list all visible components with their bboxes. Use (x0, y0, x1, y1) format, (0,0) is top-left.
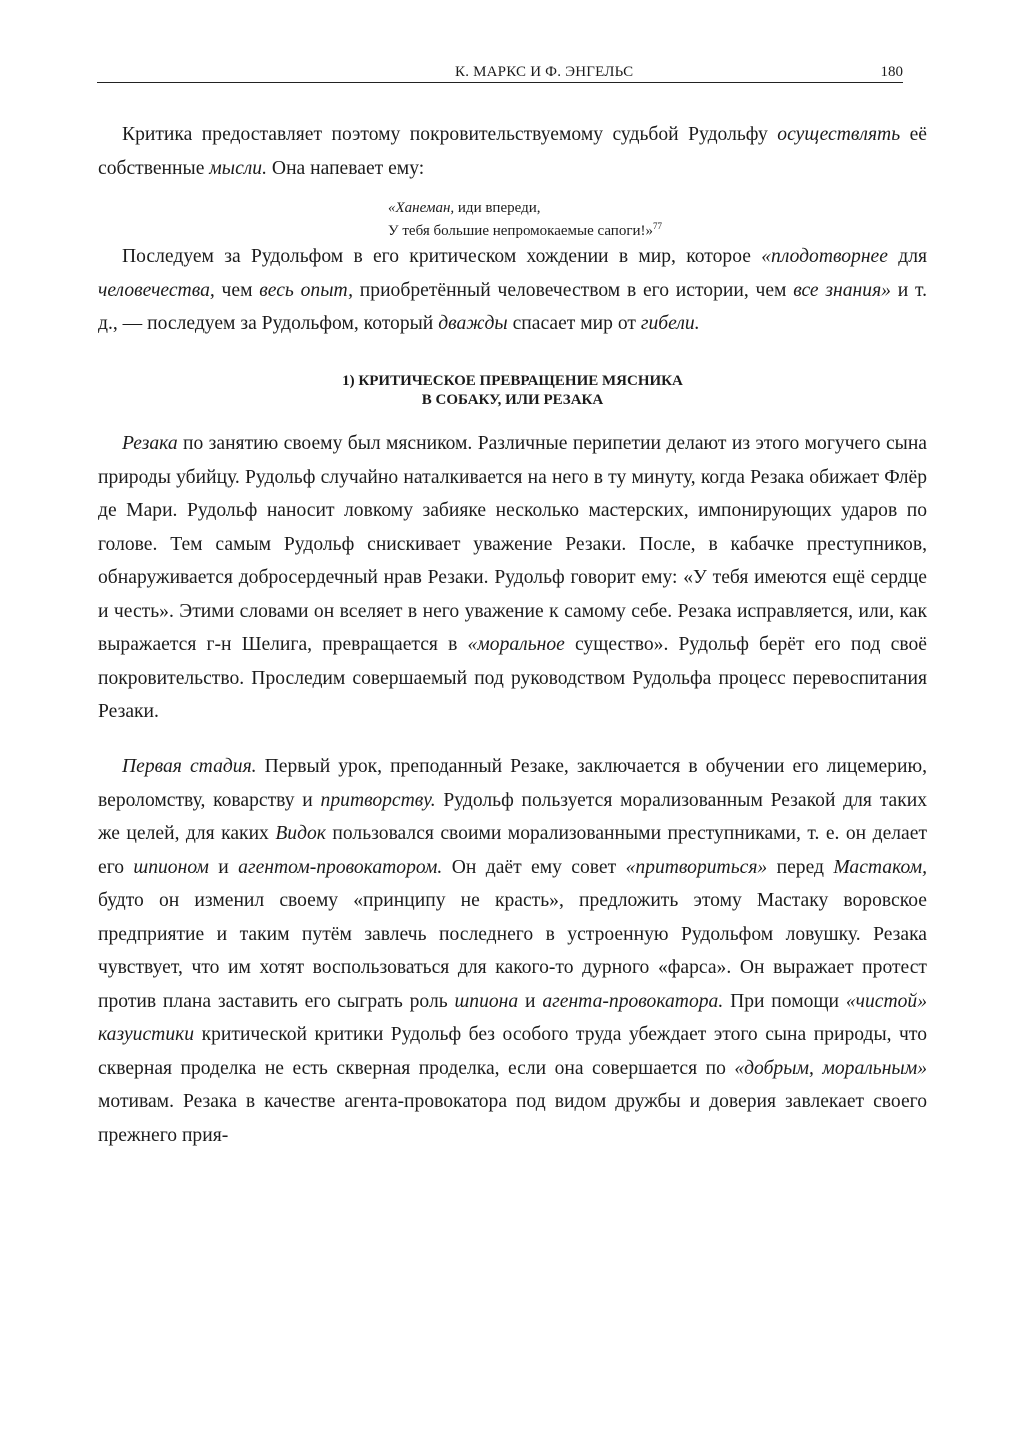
section-heading-line-2: В СОБАКУ, ИЛИ РЕЗАКА (421, 392, 604, 408)
italic-emphasis: все знания» (793, 279, 891, 301)
verse-name: «Ханеман, (388, 200, 455, 216)
text-run: приобретённый человечеством в его истории, чем (353, 279, 794, 301)
text-run: Критика предоставляет поэтому покровительствуемому судьбой Рудольфу (122, 124, 778, 145)
italic-emphasis: «притвориться» (625, 856, 768, 878)
paragraph-4 (98, 750, 927, 1152)
text-run: перед (767, 856, 834, 878)
italic-emphasis: шпионом (133, 856, 209, 878)
verse-line-1 (388, 199, 748, 217)
italic-emphasis: гибели. (640, 313, 700, 334)
italic-emphasis: шпиона (454, 990, 519, 1012)
text-run: по занятию своему был мясником. Различные перипетии делают из этого могучего сына природы убийцу. Рудольф случайно наталкивается на него в ту минуту, когда Резака обижает Флёр де Мари. Рудольф наносит ловкому забияке несколько мастерских, импонирующих ударов по голове. Тем самым Рудольф снискивает уважение Резаки. После, в кабачке преступников, обнаруживается добросердечный нрав Резаки. Рудольф говорит ему: «У тебя имеются ещё сердце и честь». Этими словами он вселяет в него уважение к самому себе. Резака исправляется, или, как выражается г-н Шелига, превращается в (98, 433, 927, 655)
text-run: Он даёт ему совет (442, 856, 626, 878)
section-heading-line-1: 1) КРИТИЧЕСКОЕ ПРЕВРАЩЕНИЕ МЯСНИКА (342, 373, 683, 389)
italic-emphasis: весь опыт, (259, 279, 354, 301)
verse-line-2 (388, 217, 748, 240)
text-run: Последуем за Рудольфом в его критическом хождении в мир, которое (122, 246, 762, 267)
footnote-reference[interactable]: 77 (653, 221, 663, 231)
text-run: Рудольф пользуется морализованным Резакой для таких же целей, для каких (98, 789, 927, 844)
italic-emphasis: Первая стадия. (122, 756, 257, 777)
italic-emphasis: Резака (122, 433, 178, 454)
section-heading (98, 372, 927, 410)
italic-emphasis: человечества, (98, 279, 215, 301)
italic-emphasis: агентом-провокатором. (238, 856, 443, 878)
italic-emphasis: агента-провокатора. (542, 990, 724, 1012)
verse-line-1-rest: иди впереди, (454, 200, 541, 216)
text-run: спасает мир от (507, 313, 641, 334)
italic-emphasis: осуществлять (777, 124, 901, 145)
text-run: При помощи (723, 990, 846, 1012)
text-run: пользовался своими морализованными преступниками, т. е. он делает его (98, 823, 928, 878)
text-run: мотивам. Резака в качестве агента-провокатора под видом дружбы и доверия завлекает своего прежнего прия- (98, 1091, 927, 1146)
italic-emphasis: «чистой» казуистики (98, 990, 927, 1045)
italic-emphasis: Видок (275, 823, 326, 844)
italic-emphasis: притворству. (320, 789, 436, 811)
italic-emphasis: мысли. (209, 157, 268, 179)
text-run: чем (214, 279, 260, 301)
verse-quote (388, 199, 748, 240)
italic-emphasis: дважды (438, 313, 508, 334)
text-run: критической критики Рудольф без особого труда убеждает этого сына природы, что скверная проделка не есть скверная проделка, если она совершается по (98, 1024, 927, 1079)
italic-emphasis: Мастаком, (833, 856, 927, 878)
text-run: Первый урок, преподанный Резаке, заключается в обучении его лицемерию, вероломству, коварству и (98, 756, 927, 811)
italic-emphasis: «моральное (467, 634, 565, 655)
text-run: её собственные (98, 124, 927, 179)
text-run: и (208, 856, 239, 878)
verse-line-2-text: У тебя большие непромокаемые сапоги!» (388, 223, 654, 239)
italic-emphasis: «плодотворнее (761, 246, 888, 267)
text-run: будто он изменил своему «принципу не красть», предложить этому Мастаку воровское предприятие и таким путём завлечь последнего в устроенную Рудольфом ловушку. Резака чувствует, что им хотят воспользоваться для какого-то дурного «фарса». Он выражает протест против плана заставить его сыграть роль (98, 890, 927, 1012)
text-run: и т. д., — последуем за Рудольфом, который (98, 279, 927, 334)
running-header (97, 60, 903, 83)
paragraph-2 (98, 240, 927, 341)
text-run: существо». Рудольф берёт его под своё покровительство. Проследим совершаемый под руководством Рудольфа процесс перевоспитания Резаки. (98, 634, 927, 722)
text-run: для (887, 246, 927, 267)
italic-emphasis: «добрым, моральным» (734, 1057, 927, 1079)
text-run: и (518, 990, 543, 1012)
page-number: 180 (880, 64, 903, 80)
text-run: Она напевает ему: (267, 157, 425, 179)
running-title: К. МАРКС И Ф. ЭНГЕЛЬС (455, 64, 634, 80)
paragraph-3 (98, 427, 927, 729)
paragraph-1 (98, 118, 927, 185)
